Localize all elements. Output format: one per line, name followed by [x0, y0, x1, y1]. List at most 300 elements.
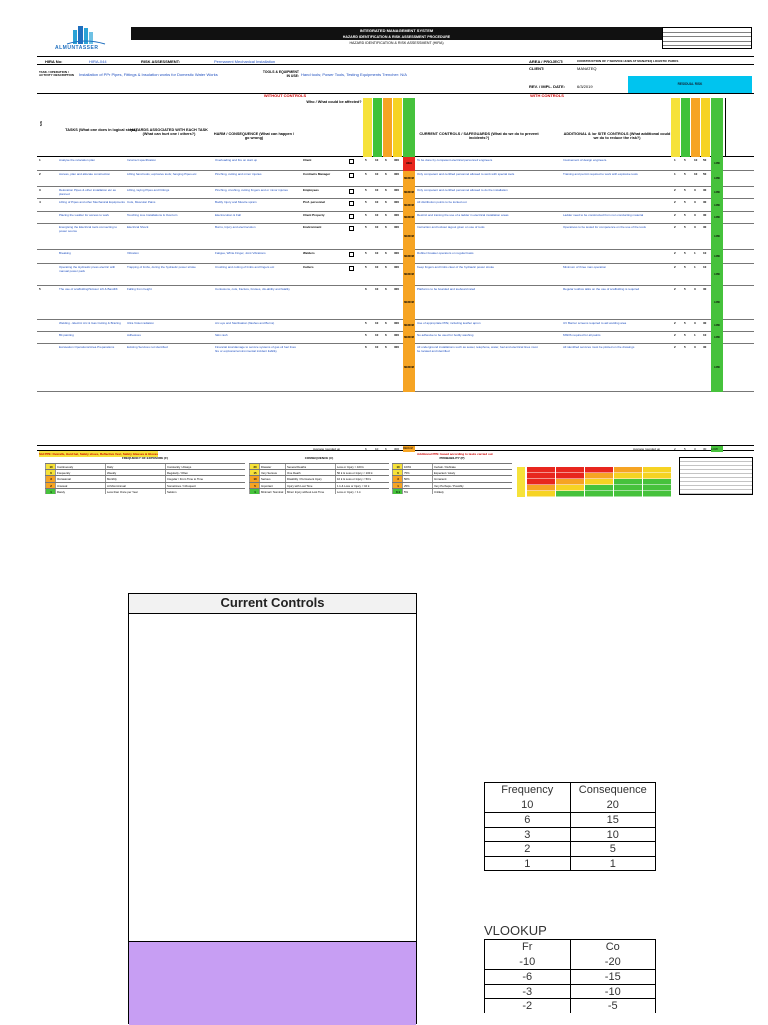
row-no: 5 [39, 288, 41, 291]
row-r: 300 [394, 266, 400, 269]
risk-level-badge: HIGH [403, 157, 415, 171]
res-r-header [701, 98, 710, 157]
matrix-cell [643, 491, 671, 497]
matrix-cell [585, 485, 613, 491]
hira-spreadsheet [37, 20, 754, 538]
row-c: 10 [375, 252, 379, 255]
row-p: 6 [385, 346, 387, 349]
ft-header-row [485, 783, 655, 798]
legend-row [392, 488, 512, 494]
risk-assessment-value: Permanent Mechanical Installation [214, 59, 276, 64]
lookup-row [485, 969, 655, 984]
table-row [37, 320, 754, 332]
row-who: Contracts Manager [303, 173, 331, 176]
frequency-consequence-table [484, 782, 656, 871]
row-rp: 3 [694, 214, 696, 217]
legend-cell: Disability / Permanent Injury [285, 476, 335, 481]
legend-cell: Seldom [165, 489, 245, 494]
legend-cell: Loss or Injury > 100 k [335, 464, 389, 469]
legend-cell: Weekly [105, 470, 165, 475]
legend-cell: Minor Injury without Lost Time [285, 489, 335, 494]
row-rc: 5 [684, 173, 686, 176]
row-hazard: Trapping of limbs, during the hydraulic power stroke [127, 266, 196, 269]
frequency-table [45, 463, 245, 494]
table-row [37, 224, 754, 250]
legend-cell: 1 k & Loss or Injury < 10 k [335, 483, 389, 488]
lookup-cell: -2 [522, 1000, 533, 1012]
legend-row [392, 475, 512, 481]
legend-cell: Continuously [55, 464, 105, 469]
matrix-cell [643, 473, 671, 479]
legend-row [45, 488, 245, 494]
res-signature-header [725, 98, 752, 157]
row-additional: Operatives to be tested for competence on the use of the tools [563, 226, 646, 229]
row-c: 10 [375, 346, 379, 349]
lookup-cell: 6 [524, 814, 531, 826]
row-additional: Training and permit required to work with explosive tools [563, 173, 638, 176]
row-additional: MSDS required for all paints [563, 334, 601, 337]
residual-level-badge: LOW [711, 332, 723, 344]
row-control: Only competent and certified personnel allowed to work with special tools [417, 173, 515, 176]
table-row [37, 157, 754, 171]
res-p-header [691, 98, 700, 157]
row-rp: 3 [694, 346, 696, 349]
matrix-cell [585, 473, 613, 479]
matrix-cell [643, 467, 671, 473]
row-control: To be done by competent electrical personnel/ engineers [417, 159, 493, 162]
matrix-cell [556, 485, 584, 491]
matrix-cell [527, 473, 555, 479]
row-harm: Crushing and cutting of limbs and fingers etc [215, 266, 275, 269]
matrix-side-band [517, 467, 525, 497]
row-hazard: Adhesives [127, 334, 141, 337]
row-f: 5 [365, 266, 367, 269]
row-rp: 10 [694, 159, 698, 162]
row-r: 300 [394, 334, 400, 337]
row-who: Client [303, 159, 312, 162]
risk-level-badge: MEDIUM [403, 332, 415, 344]
vl-header-co: Co [570, 940, 656, 955]
legend-cell: 2 [45, 483, 55, 488]
matrix-cell [527, 479, 555, 485]
row-r: 300 [394, 226, 400, 229]
row-control: Use of appropriate PPE; including leather apron [417, 322, 481, 325]
legend-row [45, 469, 245, 475]
consequence-table [249, 463, 389, 494]
legend-cell: Disaster [259, 464, 285, 469]
row-rf: 2 [674, 334, 676, 337]
res-f-header [671, 98, 680, 157]
checkbox-icon[interactable] [349, 252, 354, 257]
row-c: 10 [375, 201, 379, 204]
lookup-cell: 10 [521, 798, 534, 811]
risk-level-badge: MEDIUM [403, 344, 415, 392]
doc-ref-box [662, 27, 752, 49]
row-additional: UV Barrier screens required to aid welding area [563, 322, 627, 325]
checkbox-icon[interactable] [349, 214, 354, 219]
lookup-cell: 5 [570, 842, 656, 856]
checkbox-icon[interactable] [349, 201, 354, 206]
row-p: 6 [385, 214, 387, 217]
legend-cell: 3 [392, 476, 402, 481]
current-controls-box [128, 593, 417, 1024]
risk-level-badge: MEDIUM [403, 320, 415, 332]
lookup-cell: -5 [570, 999, 656, 1013]
row-rc: 5 [684, 346, 686, 349]
legend-cell: Unusual [55, 483, 105, 488]
lookup-row [485, 955, 655, 970]
row-rr: 50 [703, 159, 707, 162]
col-tasks-header: TASKS (What one does in logical steps) [65, 128, 137, 132]
legend-cell: Irregular / From Time to Time [165, 476, 245, 481]
legend-cell: Loss or Injury < 1 k [335, 489, 389, 494]
legend-cell: 1 [249, 489, 259, 494]
legend-row [45, 475, 245, 481]
row-r: 300 [394, 173, 400, 176]
checkbox-icon[interactable] [349, 266, 354, 271]
residual-level-badge: LOW [711, 212, 723, 224]
residual-level-badge: LOW [711, 171, 723, 187]
legend-cell: 10 [249, 476, 259, 481]
matrix-cell [614, 473, 642, 479]
avg-p: 6 [385, 447, 387, 451]
row-control: No adhesive to be used for bodily washing [417, 334, 474, 337]
lookup-row [485, 998, 655, 1013]
legend-cell: 50% [402, 476, 432, 481]
row-rc: 5 [684, 322, 686, 325]
matrix-cell [527, 491, 555, 497]
col-current-header: CURRENT CONTROLS / SAFEGUARDS (What do we do to prevent incidents?) [419, 132, 539, 141]
client-label: CLIENT: [529, 66, 545, 71]
avg-f: 6 [365, 447, 367, 451]
row-hazard: Existing Services not identified [127, 346, 168, 349]
table-row [37, 212, 754, 224]
checkbox-icon[interactable] [349, 189, 354, 194]
residual-level-badge: LOW [711, 187, 723, 199]
legend-area [37, 457, 754, 538]
row-p: 6 [385, 288, 387, 291]
legend-cell: Certain / Definate [432, 464, 512, 469]
legend-cell: 1 [45, 489, 55, 494]
row-harm: Overloading and fire on start up [215, 159, 258, 162]
row-rf: 2 [674, 252, 676, 255]
risk-level-badge: MEDIUM [403, 187, 415, 199]
row-c: 10 [375, 266, 379, 269]
risk-level-badge: MEDIUM [403, 224, 415, 250]
row-task: Energising the Electrical tools connecting to power source [59, 226, 118, 233]
col-p-header [383, 98, 392, 157]
vl-header-row [485, 940, 655, 955]
row-harm: Pinching, cutting and minor injuries [215, 173, 262, 176]
legend-cell: Occasional [55, 476, 105, 481]
row-who: Employees [303, 189, 319, 192]
legend-cell: Minimal / Nominal [261, 489, 284, 494]
row-rc: 5 [684, 288, 686, 291]
matrix-cell [527, 467, 555, 473]
row-rf: 2 [674, 226, 676, 229]
legend-row [392, 463, 512, 469]
checkbox-icon[interactable] [349, 159, 354, 164]
legend-cell: 20 [249, 464, 259, 469]
legend-row [249, 482, 389, 488]
row-rr: 10 [703, 252, 707, 255]
prob-table-title: PROBABILITY (P) [439, 456, 465, 460]
row-rr: 30 [703, 288, 707, 291]
row-rf: 1 [674, 159, 676, 162]
res-c-header [681, 98, 690, 157]
avg-rr: 30 [703, 447, 707, 451]
row-rp: 10 [694, 173, 698, 176]
lavender-cell [129, 941, 416, 1025]
row-f: 6 [365, 346, 367, 349]
row-f: 5 [365, 173, 367, 176]
row-control: Platforms to be boarded and toeboard rated [417, 288, 476, 291]
row-r: 300 [394, 189, 400, 192]
residual-level-badge: LOW [711, 199, 723, 212]
row-no: 2 [39, 173, 41, 176]
lookup-cell: 20 [570, 798, 656, 813]
row-additional: All identified services must be plotted on the drawings [563, 346, 635, 349]
residual-level-badge: LOW [711, 250, 723, 264]
legend-cell: Unlikely [432, 489, 512, 494]
checkbox-icon[interactable] [349, 226, 354, 231]
signature-box [679, 457, 753, 495]
row-rf: 2 [674, 346, 676, 349]
current-controls-header [129, 594, 416, 614]
matrix-cell [585, 491, 613, 497]
legend-cell: Immanent [432, 476, 512, 481]
hazard-rows [37, 157, 754, 445]
legend-row [249, 463, 389, 469]
row-task: Placing the Ladder for access to work [59, 214, 110, 217]
row-c: 10 [375, 226, 379, 229]
row-control: All distribution points to be locked out [417, 201, 467, 204]
row-task: Breaking [59, 252, 71, 255]
row-harm: Fatigue, White Finger, Joint Vibrations [215, 252, 266, 255]
legend-row [392, 469, 512, 475]
row-p: 6 [385, 189, 387, 192]
row-p: 6 [385, 334, 387, 337]
res-level-header [711, 98, 723, 157]
row-no: 1 [39, 159, 41, 162]
row-who: Client Property [303, 214, 325, 217]
row-harm: Electrocution & Fall [215, 214, 241, 217]
tools-value: Hand tools; Power Tools, Testing Equipments Trencher: N/A [301, 72, 407, 77]
col-c-header [373, 98, 382, 157]
col-level-header [403, 98, 415, 157]
lookup-cell: 10 [570, 828, 656, 842]
legend-cell: 6 [45, 470, 55, 475]
row-rc: 5 [684, 201, 686, 204]
row-additional: Regular toolbox talks on the use of scaffolding is required [563, 288, 640, 291]
col-hazards-header: HAZARDS ASSOCIATED WITH EACH TASK (What can hurt one / others?) [130, 128, 208, 137]
row-c: 10 [375, 214, 379, 217]
row-who: Cutters [303, 266, 314, 269]
row-rf: 2 [674, 266, 676, 269]
legend-cell: 25% [402, 483, 432, 488]
row-f: 5 [365, 189, 367, 192]
matrix-cell [556, 473, 584, 479]
row-p: 6 [385, 173, 387, 176]
matrix-cell [614, 479, 642, 485]
col-r-header [393, 98, 402, 157]
without-controls-title: WITHOUT CONTROLS [263, 93, 307, 98]
legend-cell: Sometimes / Infrequent [165, 483, 245, 488]
area-value: CONSTRUCTION OF 7 SERVICE HUBS AT MANATEQ LOGISTIC PARKS [577, 59, 679, 63]
row-f: 5 [365, 334, 367, 337]
avg-rlevel: LOW [711, 446, 723, 452]
col-no: S/N [38, 121, 43, 127]
row-rc: 5 [684, 266, 686, 269]
task-value: Installation of PPr Pipes, Fittings & Insulation works for Domestic Water Works [79, 72, 218, 77]
checkbox-icon[interactable] [349, 173, 354, 178]
avg-rf: 2 [674, 447, 676, 451]
lookup-cell: -6 [522, 971, 533, 983]
row-hazard: Touching Live Installations & Overturn [127, 214, 178, 217]
row-who: Environment [303, 226, 322, 229]
rev-label: REV. / IMPL. DATE: [529, 84, 566, 89]
row-c: 10 [375, 173, 379, 176]
row-rr: 30 [703, 322, 707, 325]
logo-text: ALMUNTASSER [55, 45, 99, 51]
risk-level-badge: MEDIUM [403, 171, 415, 187]
row-rf: 2 [674, 189, 676, 192]
row-r: 300 [394, 214, 400, 217]
row-rp: 3 [694, 322, 696, 325]
column-header-row [37, 94, 754, 157]
row-rp: 3 [694, 201, 696, 204]
lookup-cell: 3 [524, 828, 531, 841]
col-f-header [363, 98, 372, 157]
lookup-row [485, 841, 655, 856]
row-task: Access, plan and allocate construction [59, 173, 111, 176]
lookup-cell: -20 [570, 955, 656, 970]
row-hazard: Electrical Shock [127, 226, 149, 229]
row-rc: 5 [684, 214, 686, 217]
risk-level-badge: MEDIUM [403, 212, 415, 224]
legend-cell: Frequently [55, 470, 105, 475]
legend-cell: 10 [392, 464, 402, 469]
row-r: 300 [394, 252, 400, 255]
row-hazard: Ultra Violet radiation [127, 322, 154, 325]
legend-cell: 1 [392, 483, 402, 488]
row-rr: 30 [703, 214, 707, 217]
freq-table-title: FREQUENCY OF EXPOSURE (F) [122, 456, 168, 460]
row-hazard: Vibration [127, 252, 139, 255]
row-rp: 1 [694, 252, 696, 255]
row-hazard: Cuts, Muscular Pains [127, 201, 156, 204]
matrix-cell [643, 485, 671, 491]
row-control: Instruction and lockout tagout given on use of tools [417, 226, 485, 229]
table-row [37, 171, 754, 187]
matrix-cell [585, 467, 613, 473]
row-rf: 2 [674, 288, 676, 291]
company-logo [43, 24, 127, 54]
row-rp: 1 [694, 266, 696, 269]
row-hazard: Incorrect specification [127, 159, 157, 162]
row-p: 6 [385, 252, 387, 255]
legend-cell: At Most Annual [105, 483, 165, 488]
row-no: 3 [39, 189, 41, 192]
legend-cell: 10 k & Loss or Injury < 50 k [335, 476, 389, 481]
legend-row [249, 469, 389, 475]
legend-row [45, 463, 245, 469]
form-title: HAZARD IDENTIFICATION & RISK ASSESSMENT (HIRA) [349, 41, 444, 45]
table-row [37, 264, 754, 286]
residual-level-badge: LOW [711, 344, 723, 392]
col-harm-header: HARM / CONSEQUENCE (What can happen / go wrong) [213, 132, 295, 141]
with-controls-title: WITH CONTROLS [530, 93, 564, 98]
vl-header-fr: Fr [522, 941, 533, 953]
ft-header-consequence: Consequence [570, 783, 656, 798]
row-rr: 30 [703, 226, 707, 229]
lookup-cell: -15 [570, 970, 656, 984]
row-control: Keep fingers and limbs clear of the hydraulic power stroke [417, 266, 495, 269]
legend-cell: 3 [45, 476, 55, 481]
row-task: Relocation Pipes & other installation etc as planned [59, 189, 116, 196]
risk-assessment-label: RISK ASSESSMENT: [141, 59, 180, 64]
hira-no-label: HIRA No: [45, 59, 63, 64]
table-row [37, 187, 754, 199]
row-c: 10 [375, 159, 379, 162]
lookup-cell: 2 [524, 843, 531, 855]
matrix-cell [614, 467, 642, 473]
legend-cell: Constantly / Always [165, 464, 245, 469]
legend-cell: 75% [402, 470, 432, 475]
row-who: Prof. personnel [303, 201, 326, 204]
task-info-row [37, 65, 754, 94]
row-p: 6 [385, 266, 387, 269]
row-p: 6 [385, 159, 387, 162]
client-value: MANATEQ [577, 66, 597, 71]
matrix-cell [527, 485, 555, 491]
cons-table-title: CONSEQUENCE (C) [304, 456, 334, 460]
row-f: 5 [365, 252, 367, 255]
residual-level-badge: LOW [711, 264, 723, 286]
avg-res-label: Average rounded up [633, 447, 661, 451]
row-control: Only competent and certified personnel allowed to do the installation [417, 189, 508, 192]
row-r: 300 [394, 346, 400, 349]
legend-cell: 0.1 [392, 489, 402, 494]
row-harm: Pinching, crushing, cutting fingers and or minor injuries [215, 189, 288, 192]
row-rr: 50 [703, 173, 707, 176]
row-rp: 1 [694, 334, 696, 337]
hira-info-row [37, 56, 754, 65]
legend-cell: 50 k & Loss or Injury < 100 k [335, 470, 389, 475]
row-harm: Contusions, cuts, fracture, bruises, dis-ability and fatality [215, 288, 290, 291]
row-rc: 5 [684, 334, 686, 337]
lookup-cell: -10 [519, 955, 536, 968]
legend-cell: 6 [392, 470, 402, 475]
row-control: Restrict and training the use of a ladder in electrical installation areas [417, 214, 509, 217]
legend-cell: Rarely [55, 489, 105, 494]
legend-row [45, 482, 245, 488]
row-additional: Ladder need to be constructed from non conducting material [563, 214, 644, 217]
row-task: Bit painting [59, 334, 74, 337]
row-harm: Skin rash [215, 334, 228, 337]
matrix-cell [614, 485, 642, 491]
legend-cell: Several Deaths [285, 464, 335, 469]
legend-row [249, 488, 389, 494]
row-rc: 5 [684, 226, 686, 229]
lookup-row [485, 812, 655, 827]
row-rr: 30 [703, 189, 707, 192]
subtitle-band: HAZARD IDENTIFICATION & RISK ASSESSMENT PROCEDURE [131, 34, 662, 40]
legend-cell: 5% [402, 489, 432, 494]
legend-cell: Very Perhaps / Possibly [432, 483, 512, 488]
row-f: 5 [365, 226, 367, 229]
legend-cell: 15 [249, 470, 259, 475]
